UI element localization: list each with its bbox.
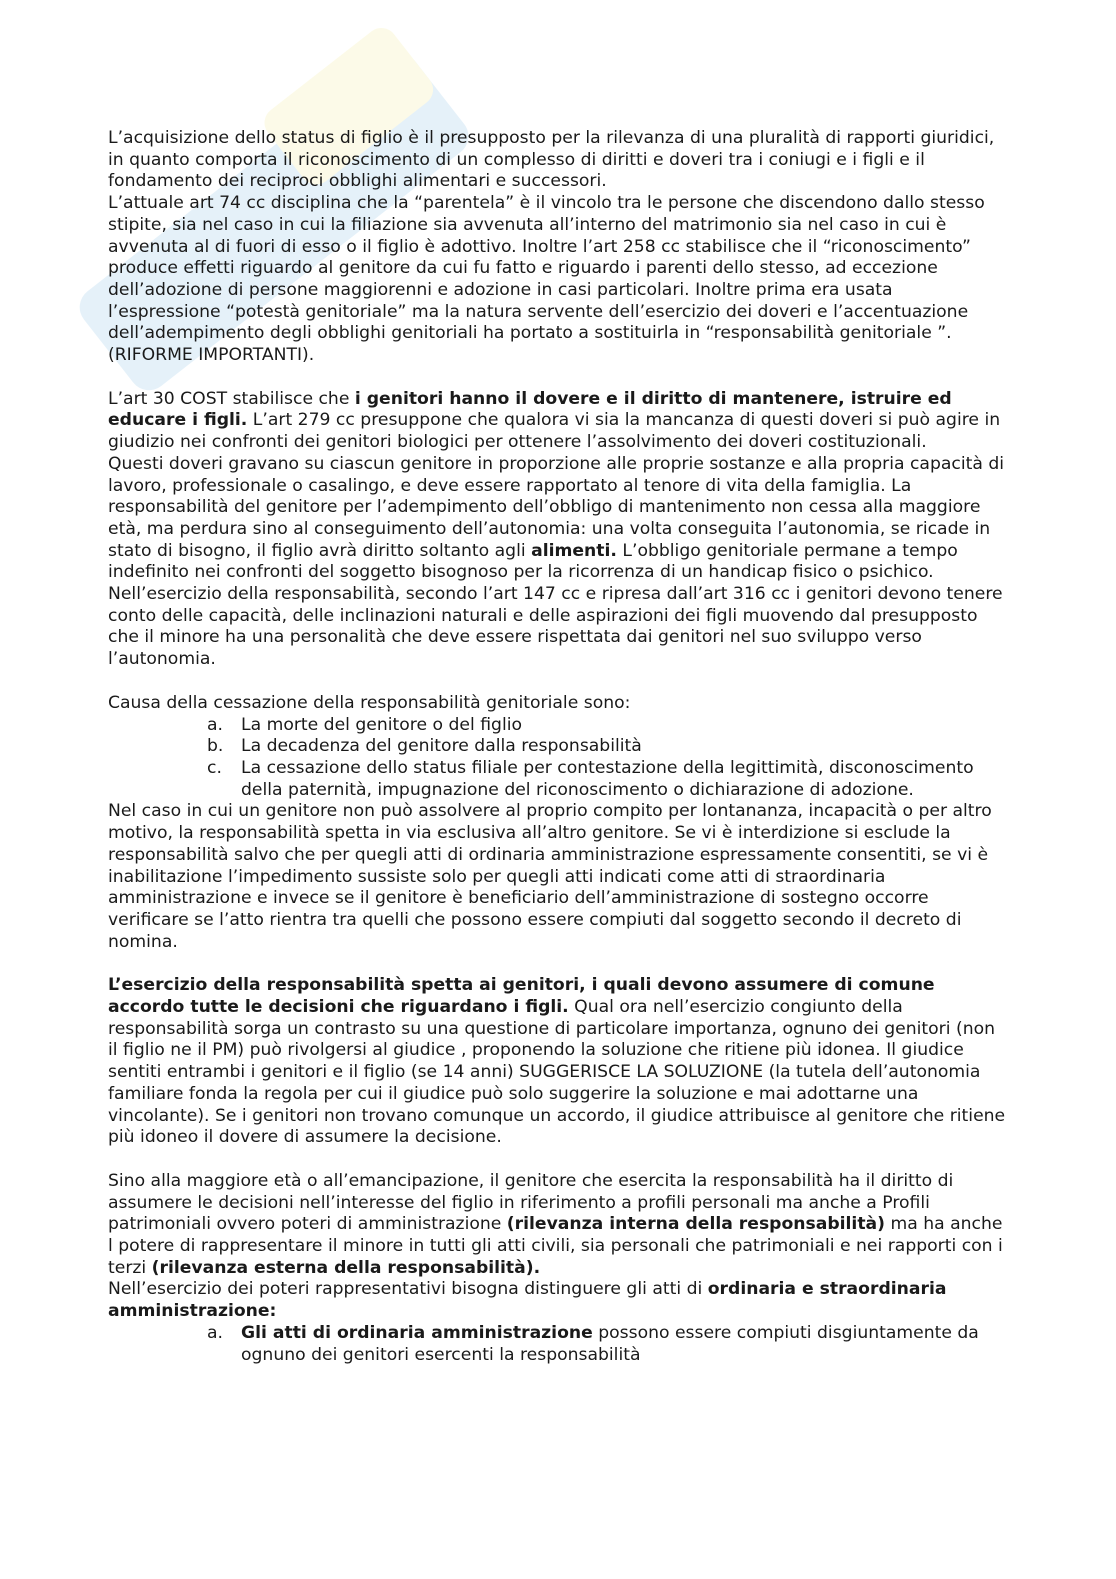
paragraph-art-30-cost: L’art 30 COST stabilisce che i genitori hanno il dovere e il diritto di mantenere, istruire ed educare i figli. L’art 279 cc presuppone che qualora vi sia la mancanza di questi doveri si può agire in giudizio nei confronti dei genitori biologici per ottenere l’assolvimento dei doveri costituzionali. (108, 388, 1001, 453)
paragraph-art-147: Nell’esercizio della responsabilità, secondo l’art 147 cc e ripresa dall’art 316 cc i genitori devono tenere conto delle capacità, delle inclinazioni naturali e delle aspirazioni dei figli muovendo dal presupposto che il minore ha una personalità che deve essere rispettata dai genitori nel suo sviluppo verso l’autonomia. (108, 584, 1003, 670)
paragraph-status-figlio: L’acquisizione dello status di figlio è il presupposto per la rilevanza di una pluralità di rapporti giuridici, in quanto comporta il riconoscimento di un complesso di diritti e doveri tra i coniugi e i figli e il fondamento dei reciproci obblighi alimentari e successori. (108, 128, 995, 192)
bold-text: i genitori hanno il dovere e il diritto di mantenere, istruire ed educare i figli. (108, 388, 952, 431)
list-item: a. Gli atti di ordinaria amministrazione possono essere compiuti disgiuntamente da ognuno dei genitori esercenti la responsabilità (207, 1322, 979, 1365)
paragraph-lontananza: Nel caso in cui un genitore non può assolvere al proprio compito per lontananza, incapacità o per altro motivo, la responsabilità spetta in via esclusiva all’altro genitore. Se vi è interdizione si esclude la responsabilità salvo che per quegli atti di ordinaria amministrazione espressamente consentiti, se vi è inabilitazione l’impedimento sussiste solo per quegli atti indicati come atti di straordinaria amministrazione e invece se il genitore è beneficiario dell’amministrazione di sostegno occorre verificare se l’atto rientra tra quelli che possono essere compiuti dal soggetto secondo il decreto di nomina. (108, 801, 992, 952)
bold-text: Gli atti di ordinaria amministrazione (241, 1322, 593, 1343)
paragraph-cessazione: Causa della cessazione della responsabilità genitoriale sono: (108, 692, 631, 713)
document-page (108, 128, 1008, 1366)
paragraph-parentela: L’attuale art 74 cc disciplina che la “parentela” è il vincolo tra le persone che discendono dallo stesso stipite, sia nel caso in cui la filiazione sia avvenuta all’interno del matrimonio sia nel caso in cui è avvenuta al di fuori di esso o il figlio è adottivo. Inoltre l’art 258 cc stabilisce che il “riconoscimento” produce effetti riguardo al genitore da cui fu fatto e riguardo i parenti dello stesso, ad eccezione dell’adozione di persone maggiorenni e adozione in casi particolari. Inoltre prima era usata l’espressione “potestà genitoriale” ma la natura servente dell’esercizio dei doveri e l’accentuazione dell’adempimento degli obblighi genitoriali ha portato a sostituirla in “responsabilità genitoriale ”. (RIFORME IMPORTANTI). (108, 193, 985, 366)
cessation-list (108, 715, 1008, 802)
bold-text: L’esercizio della responsabilità spetta ai genitori, i quali devono assumere di comune accordo tutte le decisioni che riguardano i figli. (108, 975, 935, 1018)
paragraph-doveri: Questi doveri gravano su ciascun genitore in proporzione alle proprie sostanze e alla propria capacità di lavoro, professionale o casalingo, e deve essere rapportato al tenore di vita della famiglia. La responsabilità del genitore per l’adempimento dell’obbligo di mantenimento non cessa alla maggiore età, ma perdura sino al conseguimento dell’autonomia: una volta conseguita l’autonomia, se ricade in stato di bisogno, il figlio avrà diritto soltanto agli alimenti. L’obbligo genitoriale permane a tempo indefinito nei confronti del soggetto bisognoso per la ricorrenza di un handicap fisico o psichico. (108, 453, 1005, 583)
paragraph-esercizio: L’esercizio della responsabilità spetta ai genitori, i quali devono assumere di comune accordo tutte le decisioni che riguardano i figli. Qual ora nell’esercizio congiunto della responsabilità sorga un contrasto su una questione di particolare importanza, ognuno dei genitori (non il figlio ne il PM) può rivolgersi al giudice , proponendo la soluzione che ritiene più idonea. Il giudice sentiti entrambi i genitori e il figlio (se 14 anni) SUGGERISCE LA SOLUZIONE (la tutela dell’autonomia familiare fonda la regola per cui il giudice può solo suggerire la soluzione e mai adottarne una vincolante). Se i genitori non trovano comunque un accordo, il giudice attribuisce al genitore che ritiene più idoneo il dovere di assumere la decisione. (108, 975, 1006, 1148)
list-item: a. La morte del genitore o del figlio (207, 714, 523, 735)
list-item: b. La decadenza del genitore dalla responsabilità (207, 736, 642, 757)
bold-text: (rilevanza esterna della responsabilità). (151, 1257, 541, 1278)
bold-text: alimenti. (531, 540, 617, 561)
bold-text: (rilevanza interna della responsabilità) (506, 1214, 885, 1235)
acts-list (108, 1323, 1008, 1366)
paragraph-maggiore-eta: Sino alla maggiore età o all’emancipazione, il genitore che esercita la responsabilità ha il diritto di assumere le decisioni nell’interesse del figlio in riferimento a profili personali ma anche a Profili patrimoniali ovvero poteri di amministrazione (rilevanza interna della responsabilità) ma ha anche l potere di rappresentare il minore in tutti gli atti civili, sia personali che patrimoniali e nei rapporti con i terzi (rilevanza esterna della responsabilità). (108, 1170, 1003, 1278)
bold-text: ordinaria e straordinaria amministrazione: (108, 1279, 947, 1322)
paragraph-poteri: Nell’esercizio dei poteri rappresentativi bisogna distinguere gli atti di ordinaria e straordinaria amministrazione: (108, 1279, 947, 1322)
list-item: c. La cessazione dello status filiale per contestazione della legittimità, disconoscimento della paternità, impugnazione del riconoscimento o dichiarazione di adozione. (207, 757, 974, 800)
